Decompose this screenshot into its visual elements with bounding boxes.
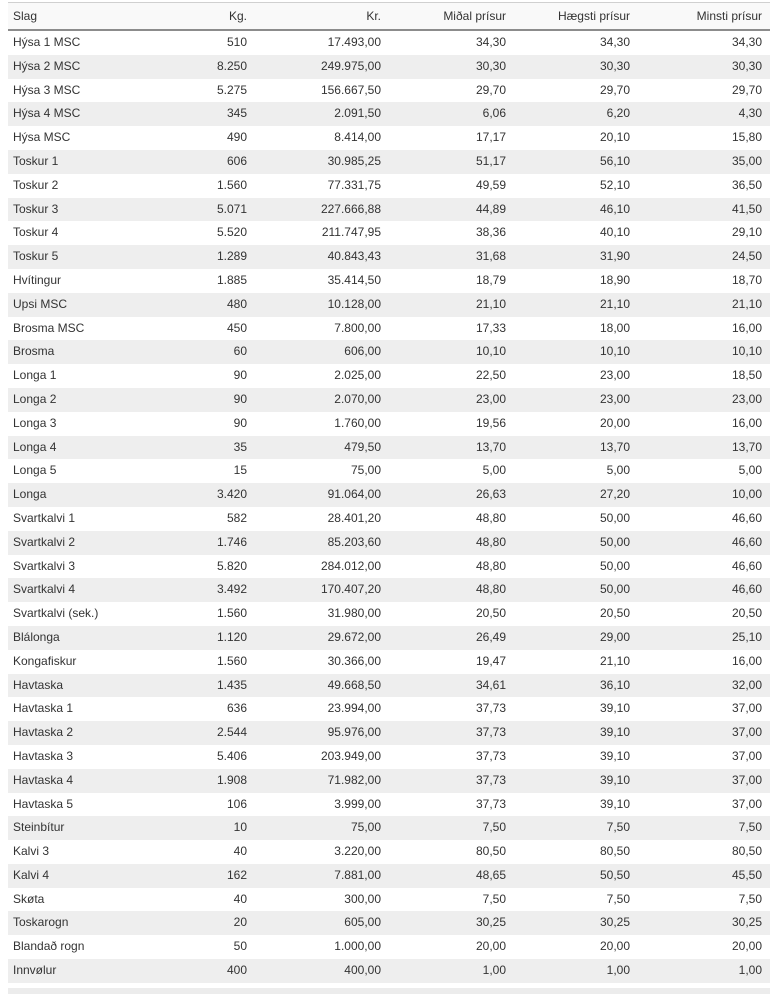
cell-haegsti-prisur: 56,10 [599,153,630,168]
cell-minsti-prisur: 37,00 [731,701,762,716]
cell-minsti-prisur: 46,60 [731,510,762,525]
cell-kg: 90 [233,391,247,406]
table-row [8,102,770,126]
table-row [8,150,770,174]
cell-kr: 249.975,00 [320,58,381,73]
cell-midal-prisur: 30,30 [475,58,506,73]
cell-kr: 284.012,00 [320,558,381,573]
cell-minsti-prisur: 36,50 [731,177,762,192]
cell-slag: Skøta [13,891,45,906]
cell-kg: 20 [233,915,247,930]
cell-minsti-prisur: 35,00 [731,153,762,168]
cell-slag: Longa 3 [13,415,57,430]
cell-slag: Havtaska 4 [13,772,74,787]
cell-midal-prisur: 20,00 [475,939,506,954]
cell-midal-prisur: 21,10 [475,296,506,311]
cell-slag: Longa 1 [13,368,57,383]
cell-haegsti-prisur: 21,10 [599,653,630,668]
cell-slag: Blálonga [13,629,60,644]
table-row [8,911,770,935]
cell-haegsti-prisur: 39,10 [599,796,630,811]
cell-kg: 1.435 [216,677,247,692]
cell-haegsti-prisur: 39,10 [599,725,630,740]
table-row [8,364,770,388]
cell-midal-prisur: 37,73 [475,748,506,763]
table-row [8,269,770,293]
cell-kg: 5.275 [216,82,247,97]
cell-kg: 1.560 [216,653,247,668]
cell-slag: Upsi MSC [13,296,68,311]
table-row [8,769,770,793]
cell-haegsti-prisur: 39,10 [599,772,630,787]
cell-midal-prisur: 10,10 [475,344,506,359]
table-row [8,626,770,650]
cell-haegsti-prisur: 50,00 [599,534,630,549]
cell-haegsti-prisur: 20,00 [599,415,630,430]
cell-haegsti-prisur: 5,00 [606,463,630,478]
cell-haegsti-prisur: 10,10 [599,344,630,359]
cell-haegsti-prisur: 29,70 [599,82,630,97]
cell-minsti-prisur: 41,50 [731,201,762,216]
cell-kg: 490 [226,130,247,145]
cell-haegsti-prisur: 39,10 [599,701,630,716]
cell-minsti-prisur: 46,60 [731,558,762,573]
cell-haegsti-prisur: 50,00 [599,558,630,573]
cell-midal-prisur: 48,80 [475,558,506,573]
cell-kr: 23.994,00 [327,701,381,716]
cell-slag: Steinbítur [13,820,65,835]
cell-kr: 300,00 [344,891,381,906]
cell-kg: 606 [226,153,247,168]
table-row [8,79,770,103]
cell-slag: Toskur 2 [13,177,59,192]
cell-kg: 3.492 [216,582,247,597]
cell-slag: Svartkalvi 2 [13,534,76,549]
table-row [8,483,770,507]
cell-haegsti-prisur: 18,00 [599,320,630,335]
column-header-minsti-prisur: Minsti prísur [638,3,770,31]
cell-kr: 170.407,20 [320,582,381,597]
cell-haegsti-prisur: 30,25 [599,915,630,930]
cell-kr: 211.747,95 [321,225,381,240]
cell-haegsti-prisur: 18,90 [599,272,630,287]
cell-haegsti-prisur: 23,00 [599,391,630,406]
cell-kr: 85.203,60 [327,534,381,549]
cell-kg: 5.820 [216,558,247,573]
cell-slag: Hýsa 3 MSC [13,82,81,97]
cell-slag: Innvølur [13,963,57,978]
cell-midal-prisur: 7,50 [482,820,506,835]
cell-kr: 30.985,25 [327,153,381,168]
table-row [8,935,770,959]
cell-kg: 90 [233,368,247,383]
cell-midal-prisur: 48,80 [475,582,506,597]
cell-kr: 10.128,00 [327,296,381,311]
table-row [8,650,770,674]
cell-kg: 106 [226,796,247,811]
cell-slag: Hýsa 1 MSC [13,35,81,49]
cell-minsti-prisur: 46,60 [731,534,762,549]
cell-kr: 7.881,00 [334,867,381,882]
table-row [8,959,770,983]
cell-slag: Hýsa 4 MSC [13,106,81,121]
table-row [8,840,770,864]
cell-kg: 636 [226,701,247,716]
cell-minsti-prisur: 45,50 [731,867,762,882]
cell-slag: Longa [13,487,47,502]
cell-kr: 75,00 [350,820,381,835]
table-row [8,388,770,412]
cell-kr: 28.401,20 [327,510,381,525]
cell-haegsti-prisur: 50,50 [599,867,630,882]
price-table-container [8,2,770,994]
cell-kr: 77.331,75 [327,177,381,192]
cell-slag: Kalvi 4 [13,867,50,882]
cell-kr: 71.982,00 [327,772,381,787]
cell-haegsti-prisur: 29,00 [599,629,630,644]
cell-slag: Kalvi 3 [13,844,50,859]
cell-slag: Toskur 3 [13,201,59,216]
cell-kr: 75,00 [350,463,381,478]
cell-haegsti-prisur: 50,00 [599,582,630,597]
cell-minsti-prisur: 29,70 [731,82,762,97]
cell-minsti-prisur: 37,00 [731,725,762,740]
cell-haegsti-prisur: 1,00 [606,963,630,978]
cell-minsti-prisur: 34,30 [731,35,762,49]
cell-haegsti-prisur: 52,10 [599,177,630,192]
cell-kg: 50 [233,939,247,954]
cell-kr: 30.366,00 [327,653,381,668]
cell-minsti-prisur: 21,10 [731,296,762,311]
cell-midal-prisur: 34,30 [475,35,506,49]
cell-kr: 31.980,00 [327,606,381,621]
table-row [8,245,770,269]
cell-slag: Longa 2 [13,391,57,406]
cell-midal-prisur: 26,63 [475,487,506,502]
cell-kg: 1.560 [216,177,247,192]
cell-minsti-prisur: 46,60 [731,582,762,597]
table-row [8,578,770,602]
table-row [8,221,770,245]
cell-midal-prisur: 29,70 [475,82,506,97]
cell-minsti-prisur: 29,10 [731,225,762,240]
cell-slag: Svartkalvi 1 [13,510,76,525]
cell-minsti-prisur: 5,00 [738,463,762,478]
cell-slag: Svartkalvi (sek.) [13,606,99,621]
table-body [8,30,770,983]
table-row [8,126,770,150]
cell-slag: Havtaska 1 [13,701,74,716]
cell-midal-prisur: 5,00 [482,463,506,478]
cell-slag: Brosma [13,344,55,359]
table-row [8,602,770,626]
cell-haegsti-prisur: 80,50 [599,844,630,859]
cell-kg: 90 [233,415,247,430]
cell-kr: 3.999,00 [334,796,381,811]
cell-midal-prisur: 1,00 [482,963,506,978]
cell-haegsti-prisur: 30,30 [599,58,630,73]
cell-minsti-prisur: 20,50 [731,606,762,621]
cell-minsti-prisur: 30,25 [731,915,762,930]
cell-kr: 35.414,50 [327,272,381,287]
table-row [8,697,770,721]
cell-slag: Svartkalvi 3 [13,558,76,573]
column-header-kg: Kg. [148,3,255,31]
cell-minsti-prisur: 7,50 [738,891,762,906]
table-row [8,816,770,840]
cell-haegsti-prisur: 39,10 [599,748,630,763]
cell-kg: 35 [233,439,247,454]
cell-kg: 1.908 [216,772,247,787]
cell-kr: 7.800,00 [334,320,381,335]
cell-kr: 3.220,00 [334,844,381,859]
cell-kr: 95.976,00 [327,725,381,740]
cell-haegsti-prisur: 23,00 [599,368,630,383]
cell-slag: Blandað rogn [13,939,85,954]
table-row [8,864,770,888]
cell-kr: 606,00 [344,344,381,359]
cell-kg: 510 [226,35,247,49]
table-row [8,436,770,460]
table-row [8,174,770,198]
cell-minsti-prisur: 16,00 [731,320,762,335]
table-row [8,531,770,555]
cell-kg: 15 [233,463,247,478]
cell-minsti-prisur: 32,00 [731,677,762,692]
cell-kg: 5.071 [216,201,247,216]
cell-haegsti-prisur: 20,00 [599,939,630,954]
cell-kg: 1.289 [216,249,247,264]
cell-minsti-prisur: 37,00 [731,796,762,811]
cell-midal-prisur: 34,61 [475,677,506,692]
cell-slag: Toskur 4 [13,225,59,240]
cell-slag: Hvítingur [13,272,62,287]
cell-midal-prisur: 48,80 [475,510,506,525]
cell-midal-prisur: 48,80 [475,534,506,549]
cell-minsti-prisur: 10,00 [731,487,762,502]
table-row [8,555,770,579]
cell-kg: 1.120 [216,629,247,644]
table-row [8,888,770,912]
cell-kr: 1.000,00 [334,939,381,954]
column-header-midal-prisur: Miðal prísur [389,3,514,31]
cell-kg: 1.746 [216,534,247,549]
cell-slag: Toskur 5 [13,249,59,264]
table-row [8,507,770,531]
table-row [8,293,770,317]
cell-haegsti-prisur: 34,30 [599,35,630,49]
cell-kr: 49.668,50 [327,677,381,692]
cell-slag: Havtaska 3 [13,748,74,763]
footer-strip [8,988,770,994]
cell-minsti-prisur: 80,50 [731,844,762,859]
cell-slag: Brosma MSC [13,320,85,335]
cell-kr: 2.025,00 [334,368,381,383]
cell-minsti-prisur: 37,00 [731,772,762,787]
cell-midal-prisur: 49,59 [475,177,506,192]
cell-minsti-prisur: 25,10 [731,629,762,644]
cell-kr: 91.064,00 [327,487,381,502]
cell-minsti-prisur: 10,10 [731,344,762,359]
cell-minsti-prisur: 37,00 [731,748,762,763]
cell-slag: Hýsa 2 MSC [13,58,81,73]
column-header-haegsti-prisur: Hægsti prísur [514,3,638,31]
cell-haegsti-prisur: 6,20 [606,106,630,121]
cell-midal-prisur: 13,70 [475,439,506,454]
cell-haegsti-prisur: 13,70 [599,439,630,454]
column-header-kr: Kr. [255,3,389,31]
cell-kr: 400,00 [344,963,381,978]
cell-slag: Longa 5 [13,463,57,478]
table-row [8,340,770,364]
table-row [8,745,770,769]
cell-haegsti-prisur: 50,00 [599,510,630,525]
cell-kr: 227.666,88 [320,201,381,216]
cell-slag: Toskur 1 [13,153,59,168]
cell-midal-prisur: 23,00 [475,391,506,406]
table-row [8,674,770,698]
cell-slag: Svartkalvi 4 [13,582,76,597]
cell-slag: Hýsa MSC [13,130,71,145]
cell-kg: 1.560 [216,606,247,621]
cell-kr: 2.091,50 [334,106,381,121]
cell-slag: Havtaska 2 [13,725,74,740]
cell-kg: 582 [226,510,247,525]
cell-midal-prisur: 37,73 [475,772,506,787]
cell-minsti-prisur: 16,00 [731,415,762,430]
cell-minsti-prisur: 23,00 [731,391,762,406]
table-header-row [8,3,770,31]
table-row [8,317,770,341]
cell-minsti-prisur: 30,30 [731,58,762,73]
cell-kg: 3.420 [216,487,247,502]
cell-midal-prisur: 17,17 [475,130,506,145]
cell-midal-prisur: 37,73 [475,701,506,716]
table-row [8,459,770,483]
cell-minsti-prisur: 15,80 [731,130,762,145]
cell-minsti-prisur: 24,50 [731,249,762,264]
cell-minsti-prisur: 18,70 [731,272,762,287]
cell-midal-prisur: 26,49 [475,629,506,644]
cell-kr: 156.667,50 [320,82,381,97]
cell-minsti-prisur: 13,70 [731,439,762,454]
cell-slag: Havtaska 5 [13,796,74,811]
table-row [8,30,770,55]
cell-midal-prisur: 44,89 [475,201,506,216]
cell-minsti-prisur: 16,00 [731,653,762,668]
cell-kg: 1.885 [216,272,247,287]
cell-kg: 162 [226,867,247,882]
cell-slag: Havtaska [13,677,64,692]
cell-haegsti-prisur: 20,10 [599,130,630,145]
cell-slag: Kongafiskur [13,653,77,668]
cell-slag: Toskarogn [13,915,69,930]
table-row [8,198,770,222]
cell-midal-prisur: 6,06 [482,106,506,121]
cell-haegsti-prisur: 21,10 [599,296,630,311]
cell-kr: 1.760,00 [334,415,381,430]
cell-kg: 480 [226,296,247,311]
table-header [8,3,770,31]
cell-midal-prisur: 7,50 [482,891,506,906]
cell-midal-prisur: 22,50 [475,368,506,383]
cell-haegsti-prisur: 20,50 [599,606,630,621]
table-row [8,412,770,436]
cell-midal-prisur: 37,73 [475,725,506,740]
cell-haegsti-prisur: 46,10 [599,201,630,216]
table-row [8,55,770,79]
cell-midal-prisur: 31,68 [475,249,506,264]
column-header-slag: Slag [8,3,148,31]
cell-midal-prisur: 19,47 [475,653,506,668]
cell-kg: 8.250 [216,58,247,73]
cell-minsti-prisur: 4,30 [738,106,762,121]
cell-kr: 2.070,00 [334,391,381,406]
cell-minsti-prisur: 18,50 [731,368,762,383]
cell-midal-prisur: 80,50 [475,844,506,859]
cell-midal-prisur: 20,50 [475,606,506,621]
cell-kg: 2.544 [216,725,247,740]
cell-kr: 479,50 [344,439,381,454]
cell-midal-prisur: 17,33 [475,320,506,335]
cell-minsti-prisur: 7,50 [738,820,762,835]
cell-midal-prisur: 30,25 [475,915,506,930]
cell-minsti-prisur: 1,00 [738,963,762,978]
table-row [8,793,770,817]
cell-kr: 8.414,00 [334,130,381,145]
cell-kr: 17.493,00 [327,35,381,49]
cell-kg: 400 [226,963,247,978]
cell-kr: 40.843,43 [327,249,381,264]
cell-midal-prisur: 37,73 [475,796,506,811]
cell-haegsti-prisur: 40,10 [599,225,630,240]
cell-kg: 345 [226,106,247,121]
cell-midal-prisur: 19,56 [475,415,506,430]
cell-haegsti-prisur: 7,50 [606,891,630,906]
price-table [8,2,770,983]
table-row [8,721,770,745]
cell-haegsti-prisur: 7,50 [606,820,630,835]
cell-kg: 450 [226,320,247,335]
cell-kg: 5.406 [216,748,247,763]
cell-kr: 29.672,00 [327,629,381,644]
cell-midal-prisur: 48,65 [475,867,506,882]
cell-kg: 60 [233,344,247,359]
cell-midal-prisur: 51,17 [475,153,506,168]
cell-haegsti-prisur: 31,90 [599,249,630,264]
cell-kg: 40 [233,891,247,906]
cell-kg: 5.520 [216,225,247,240]
cell-slag: Longa 4 [13,439,57,454]
cell-kr: 203.949,00 [320,748,381,763]
cell-midal-prisur: 18,79 [475,272,506,287]
cell-kr: 605,00 [344,915,381,930]
cell-haegsti-prisur: 36,10 [599,677,630,692]
cell-minsti-prisur: 20,00 [731,939,762,954]
cell-kg: 10 [233,820,247,835]
cell-midal-prisur: 38,36 [475,225,506,240]
cell-haegsti-prisur: 27,20 [599,487,630,502]
cell-kg: 40 [233,844,247,859]
